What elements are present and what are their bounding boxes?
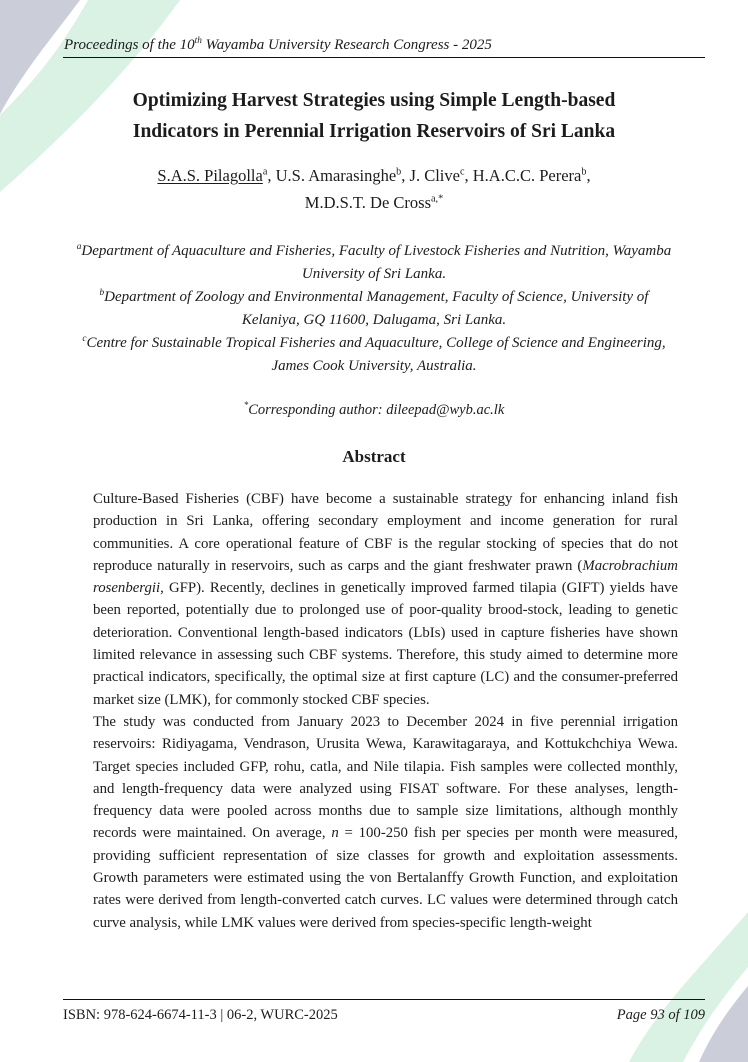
affiliation-b: $^b$Department of Zoology and Environmental Management, Faculty of Science, University of Kelaniya, GQ 11600, Dalugama, Sri Lanka.: [99, 288, 649, 328]
paper-title: Optimizing Harvest Strategies using Simple Length-based Indicators in Perennial Irrigation Reservoirs of Sri Lanka: [132, 90, 616, 142]
abstract-paragraph: Culture-Based Fisheries (CBF) have become a sustainable strategy for enhancing inland fish production in Sri Lanka, offering secondary employment and income generation for rural communities. A core operational feature of CBF is the regular stocking of species that do not reproduce naturally in reservoirs, such as carps and the giant freshwater prawn (Macrobrachium rosenbergii, GFP). Recently, declines in genetically improved farmed tilapia (GIFT) yields have been reported, potentially due to prolonged use of poor-quality brood-stock, leading to genetic deterioration. Conventional length-based indicators (LbIs) used in capture fisheries have shown limited relevance in assessing such CBF systems. Therefore, this study aimed to determine more practical indicators, specifically, the optimal size at first capture (LC) and the consumer-preferred market size (LMK), for commonly stocked CBF species.: [93, 491, 678, 708]
author-list: S.A.S. Pilagolla$^a$, U.S. Amarasinghe$^b$, J. Clive$^c$, H.A.C.C. Perera$^b$, M.D.S.T. De Cross$^{a,*}$: [157, 166, 591, 212]
abstract-body: [93, 488, 678, 934]
page-footer: [63, 999, 705, 1024]
abstract-heading: Abstract: [342, 447, 406, 466]
affiliation-a: $^a$Department of Aquaculture and Fisheries, Faculty of Livestock Fisheries and Nutrition, Wayamba University of Sri Lanka.: [76, 242, 672, 282]
abstract-paragraph: The study was conducted from January 2023 to December 2024 in five perennial irrigation reservoirs: Ridiyagama, Vendrason, Urusita Wewa, Karawitagaraya, and Kottukchchiya Wewa. Target species included GFP, rohu, catla, and Nile tilapia. Fish samples were collected monthly, and length-frequency data were analyzed using FISAT software. For these analyses, length-frequency data were pooled across months due to sample size limitations, although monthly records were maintained. On average, n = 100-250 fish per species per month were measured, providing sufficient representation of size classes for growth and exploitation assessments. Growth parameters were estimated using the von Bertalanffy Growth Function, and exploitation rates were derived from length-converted catch curves. LC values were determined through catch curve analysis, while LMK values were derived from species-specific length-weight: [93, 713, 678, 931]
corresponding-author: *Corresponding author: dileepad@wyb.ac.lk: [243, 400, 505, 418]
footer-page-number: Page 93 of 109: [616, 1007, 705, 1023]
running-header: Proceedings of the 10th Wayamba University Research Congress - 2025: [64, 36, 492, 53]
affiliation-c: $^c$Centre for Sustainable Tropical Fisheries and Aquaculture, College of Science and Engineering, James Cook University, Australia.: [82, 334, 666, 374]
footer-isbn: ISBN: 978-624-6674-11-3 | 06-2, WURC-2025: [63, 1007, 338, 1023]
header-rule: [63, 57, 705, 58]
affiliation-list: [70, 240, 678, 378]
